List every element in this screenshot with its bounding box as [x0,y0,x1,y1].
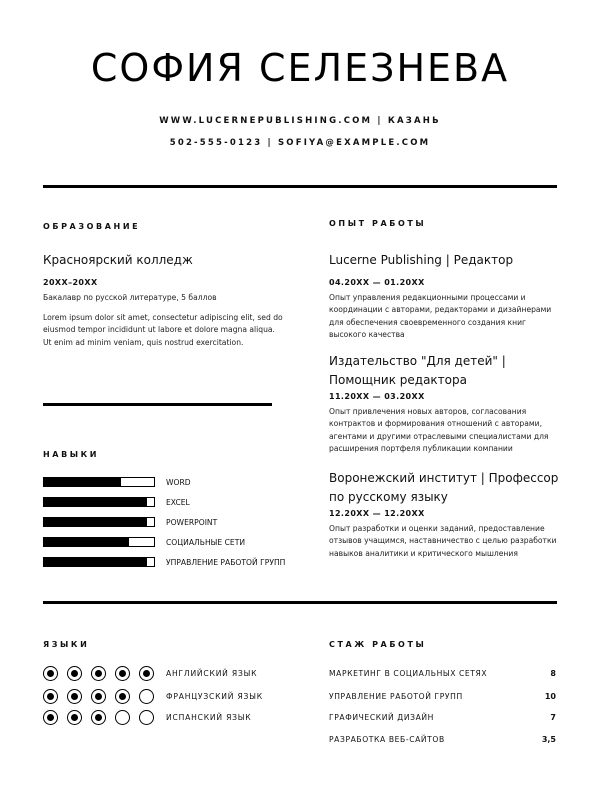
skill-fill [43,557,147,567]
skill-label-social: СОЦИАЛЬНЫЕ СЕТИ [166,538,246,547]
language-dot [139,710,154,725]
job-dates: 11.20XX — 03.20XX [329,392,425,401]
skill-bar-excel [43,497,155,507]
experience-label: МАРКЕТИНГ В СОЦИАЛЬНЫХ СЕТЯХ [329,669,488,678]
skill-label-excel: EXCEL [166,498,190,507]
skill-bar-word [43,477,155,487]
experience-label: РАЗРАБОТКА ВЕБ-САЙТОВ [329,735,445,744]
language-dot [43,666,58,681]
skill-fill [43,537,129,547]
job-description: Опыт привлечения новых авторов, согласования контрактов и формирования отношений с авторами, агентами и другими отраслевыми специалистами для расширения портфеля публикации компании [329,407,549,453]
job-description: Опыт разработки и оценки заданий, предоставление отзывов учащимся, наставничество с целью разработки навыков аналитики и критического мышления [329,524,557,558]
experience-years: 7 [550,713,556,722]
experience-heading: ОПЫТ РАБОТЫ [329,219,427,228]
language-label-english: АНГЛИЙСКИЙ ЯЗЫК [166,669,258,678]
bottom-divider [43,601,557,604]
contact-website-city: WWW.LUCERNEPUBLISHING.COM | КАЗАНЬ [159,116,441,126]
language-dot [139,689,154,704]
language-dot [139,666,154,681]
education-school: Красноярский колледж [43,253,193,267]
job-title: Lucerne Publishing | Редактор [329,253,514,267]
language-dot [43,689,58,704]
education-heading: ОБРАЗОВАНИЕ [43,222,141,231]
education-degree: Бакалавр по русской литературе, 5 баллов [43,293,217,302]
experience-years: 8 [550,669,556,678]
language-dot [67,689,82,704]
education-description: Lorem ipsum dolor sit amet, consectetur adipiscing elit, sed do eiusmod tempor incididunt ut labore et dolore magna aliqua. Ut enim ad minim veniam, quis nostrud exercitation. [43,313,283,347]
language-dot [91,689,106,704]
contact-phone-email: 502-555-0123 | SOFIYA@EXAMPLE.COM [169,138,431,148]
language-dot [115,689,130,704]
skill-label-team-management: УПРАВЛЕНИЕ РАБОТОЙ ГРУПП [166,558,286,567]
experience-label: ГРАФИЧЕСКИЙ ДИЗАЙН [329,713,434,722]
languages-heading: ЯЗЫКИ [43,640,90,649]
education-dates: 20XX–20XX [43,278,98,287]
job-dates: 04.20XX — 01.20XX [329,278,425,287]
language-label-spanish: ИСПАНСКИЙ ЯЗЫК [166,713,252,722]
experience-years: 3,5 [541,735,556,744]
job-dates: 12.20XX — 12.20XX [329,509,425,518]
skill-fill [43,477,121,487]
job-title: Воронежский институт | Профессор по русскому языку [329,471,559,504]
skill-fill [43,497,147,507]
experience-label: УПРАВЛЕНИЕ РАБОТОЙ ГРУПП [329,692,463,701]
skill-label-powerpoint: POWERPOINT [166,518,218,527]
skills-heading: НАВЫКИ [43,450,100,459]
skill-fill [43,517,147,527]
work-experience-heading: СТАЖ РАБОТЫ [329,640,427,649]
skill-label-word: WORD [166,478,191,487]
skill-bar-social [43,537,155,547]
language-dot [43,710,58,725]
language-dot [115,666,130,681]
language-dot [67,666,82,681]
skill-bar-powerpoint [43,517,155,527]
header-divider [43,185,557,188]
language-dot [91,666,106,681]
experience-years: 10 [544,692,556,701]
language-label-french: ФРАНЦУЗСКИЙ ЯЗЫК [166,692,263,701]
job-description: Опыт управления редакционными процессами и координации с авторами, редакторами и дизайнерами для обеспечения своевременного создания книг высокого качества [329,293,552,339]
skill-bar-team-management [43,557,155,567]
language-dot [91,710,106,725]
language-dot [67,710,82,725]
job-title: Издательство "Для детей" | Помощник редактора [329,354,506,387]
language-dot [115,710,130,725]
person-name: СОФИЯ СЕЛЕЗНЕВА [90,46,510,90]
education-divider [43,403,272,406]
